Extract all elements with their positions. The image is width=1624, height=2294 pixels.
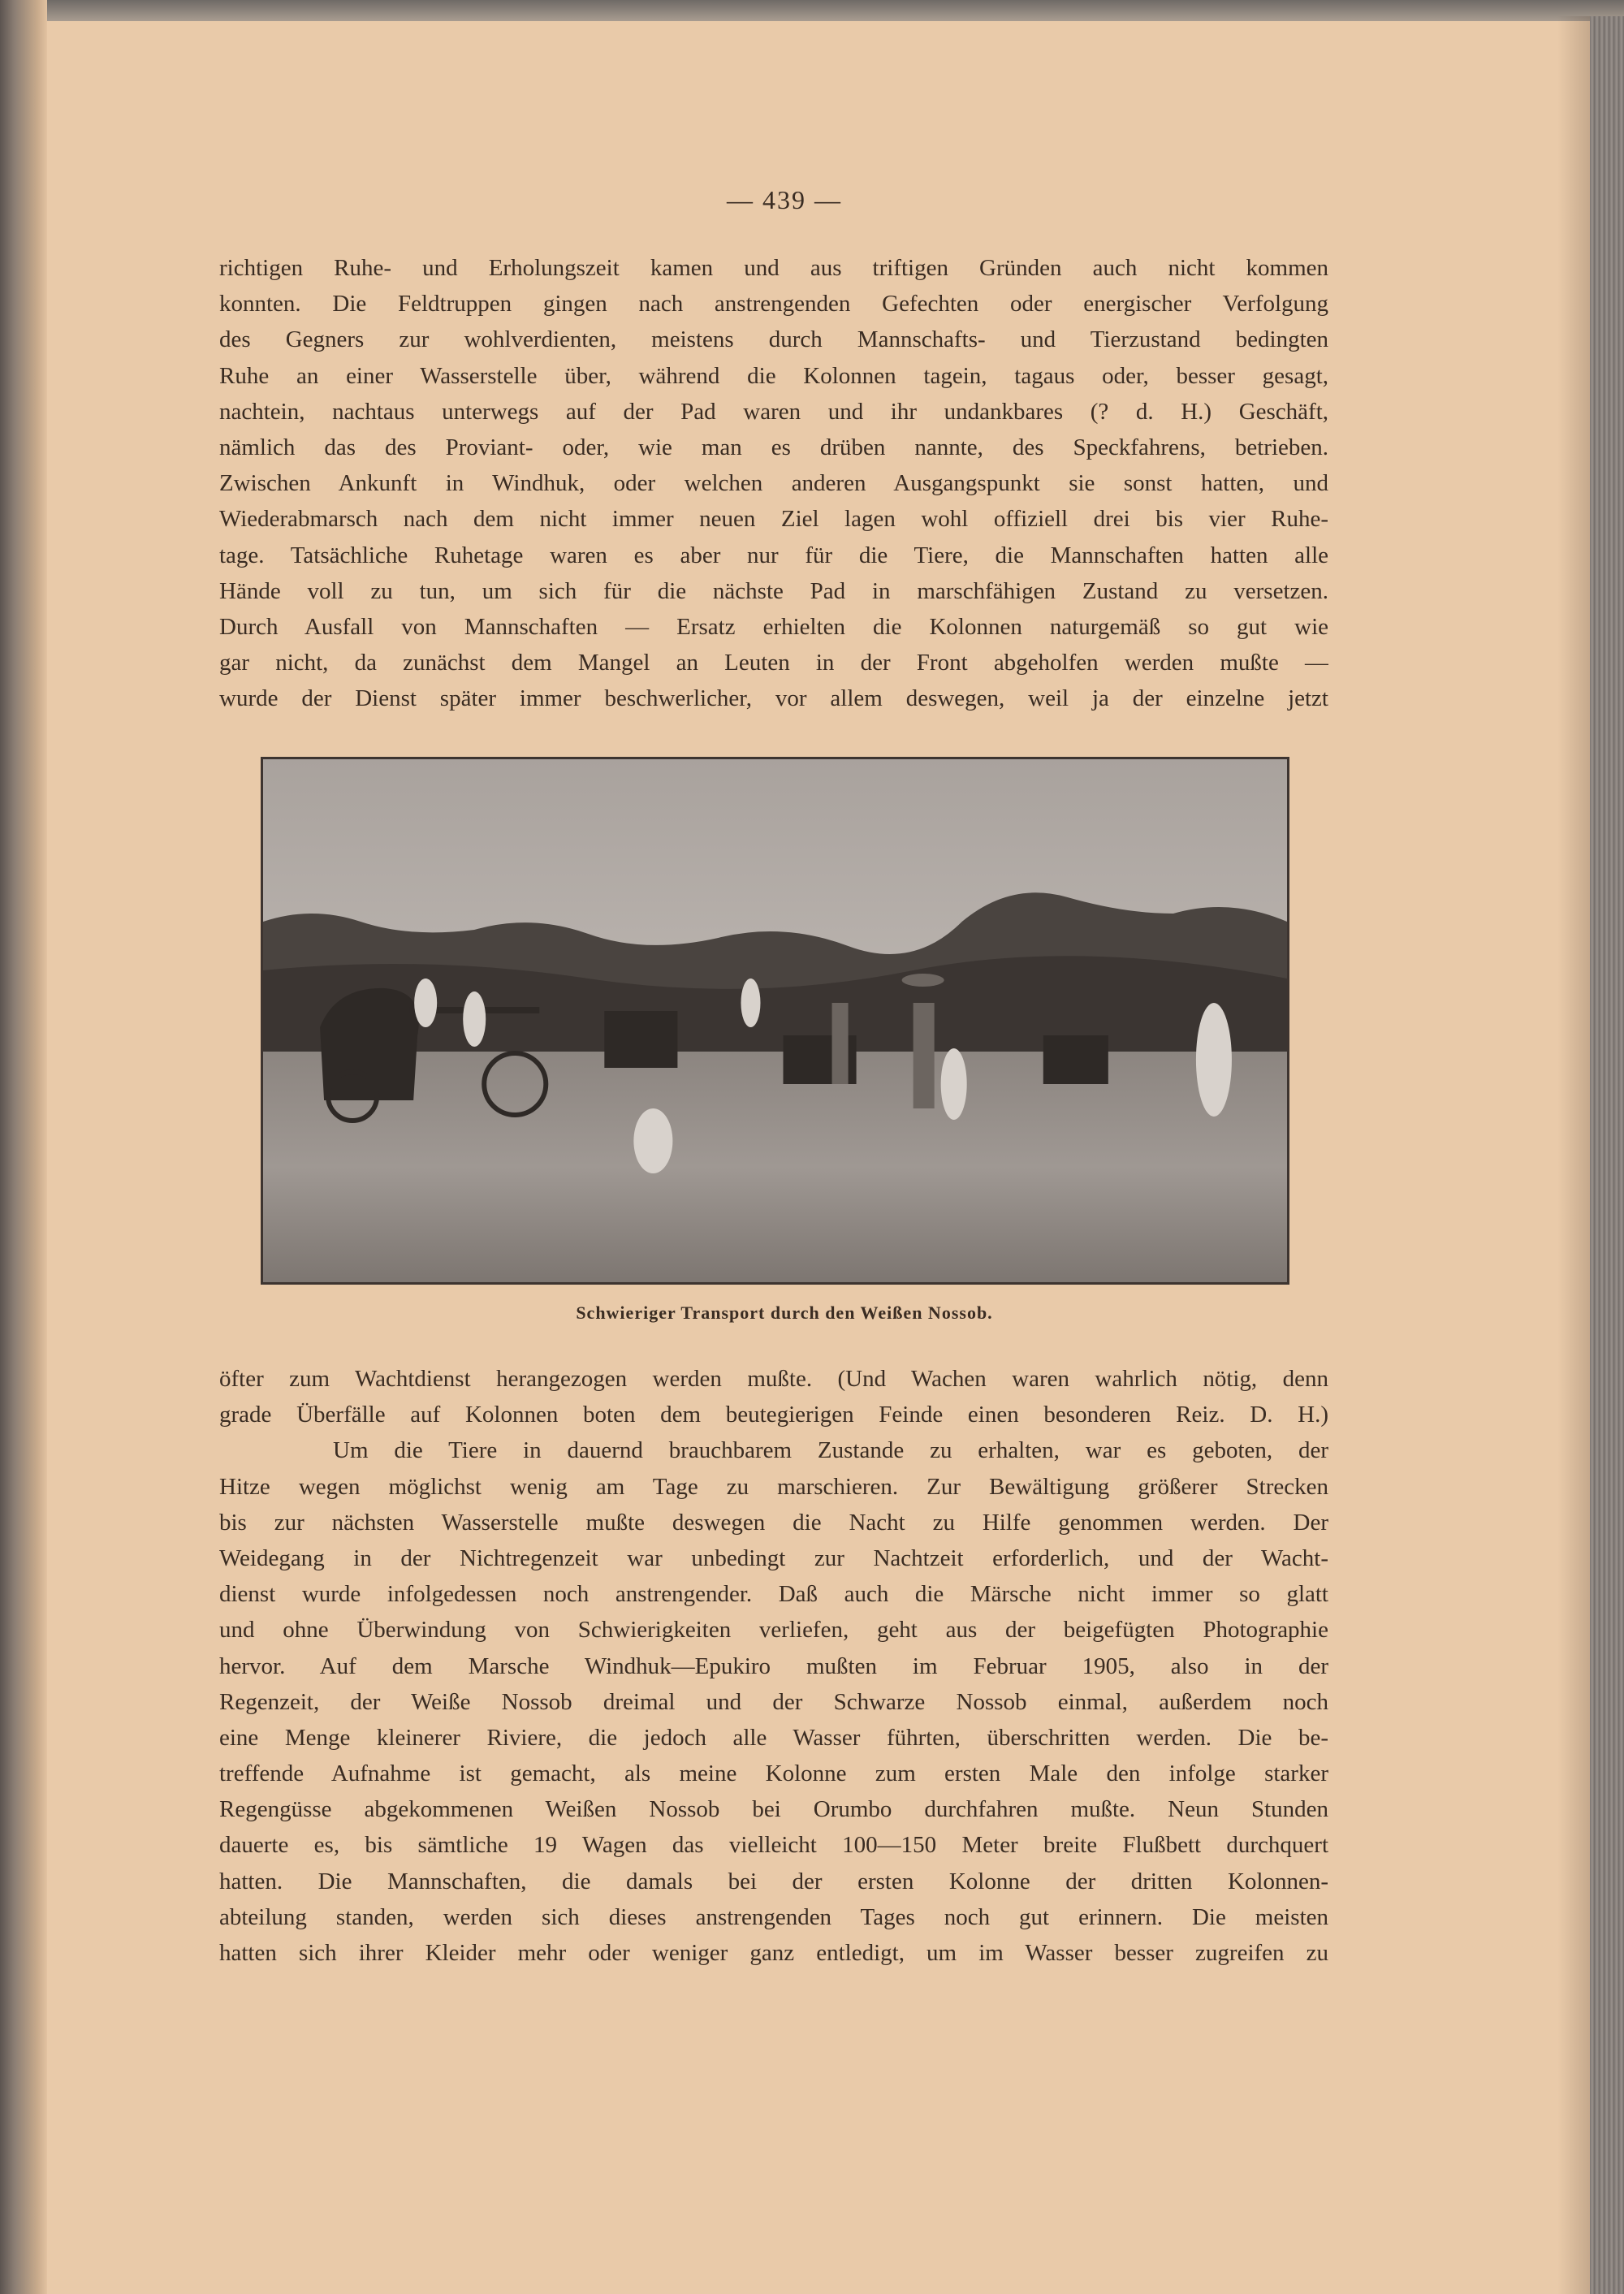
text-line: wurde der Dienst später immer beschwerlicher, vor allem deswegen, weil ja der einzelne jetzt (219, 685, 1328, 712)
text-line: öfter zum Wachtdienst herangezogen werden mußte. (Und Wachen waren wahrlich nötig, denn (219, 1366, 1328, 1392)
text-line: grade Überfälle auf Kolonnen boten dem beutegierigen Feinde einen besonderen Reiz. D. H.) (219, 1402, 1328, 1428)
book-block-edge (1590, 16, 1624, 2294)
paragraph-bottom (219, 1361, 1328, 1971)
scan-top-edge (0, 0, 1624, 21)
text-line: Ruhe an einer Wasserstelle über, während die Kolonnen tagein, tagaus oder, besser gesagt, (219, 362, 1328, 389)
text-line: nämlich das des Proviant- oder, wie man es drüben nannte, des Speckfahrens, betrieben. (219, 434, 1328, 460)
text-line: Durch Ausfall von Mannschaften — Ersatz erhielten die Kolonnen naturgemäß so gut wie (219, 613, 1328, 640)
text-line: hervor. Auf dem Marsche Windhuk—Epukiro mußten im Februar 1905, also in der (219, 1652, 1328, 1679)
text-line: Wiederabmarsch nach dem nicht immer neuen Ziel lagen wohl offiziell drei bis vier Ruhe- (219, 506, 1328, 533)
text-line: konnten. Die Feldtruppen gingen nach anstrengenden Gefechten oder energischer Verfolgung (219, 291, 1328, 318)
page-number: — 439 — (727, 185, 842, 214)
text-line: nachtein, nachtaus unterwegs auf der Pad waren und ihr undankbares (? d. H.) Geschäft, (219, 398, 1328, 425)
text-line: treffende Aufnahme ist gemacht, als meine Kolonne zum ersten Male den infolge starker (219, 1760, 1328, 1787)
text-line: dauerte es, bis sämtliche 19 Wagen das vielleicht 100—150 Meter breite Flußbett durchquert (219, 1832, 1328, 1859)
text-line: gar nicht, da zunächst dem Mangel an Leuten in der Front abgeholfen werden mußte — (219, 650, 1328, 676)
figure-caption: Schwieriger Transport durch den Weißen Nossob. (576, 1303, 993, 1323)
text-line: hatten sich ihrer Kleider mehr oder weniger ganz entledigt, um im Wasser besser zugreifen zu (219, 1940, 1328, 1966)
paragraph-top (219, 250, 1328, 716)
page-shadow (1557, 16, 1590, 2294)
text-line: abteilung standen, werden sich dieses anstrengenden Tages noch gut erinnern. Die meisten (219, 1903, 1328, 1930)
text-line: des Gegners zur wohlverdienten, meistens durch Mannschafts- und Tierzustand bedingten (219, 326, 1328, 353)
scan-binding-edge (0, 0, 47, 2294)
text-line: hatten. Die Mannschaften, die damals bei der ersten Kolonne der dritten Kolonnen- (219, 1868, 1328, 1894)
text-line: tage. Tatsächliche Ruhetage waren es aber nur für die Tiere, die Mannschaften hatten alle (219, 542, 1328, 568)
river-crossing-photograph (261, 757, 1289, 1285)
text-line: Hitze wegen möglichst wenig am Tage zu marschieren. Zur Bewältigung größerer Strecken (219, 1473, 1328, 1500)
text-line: und ohne Überwindung von Schwierigkeiten verliefen, geht aus der beigefügten Photographie (219, 1617, 1328, 1644)
text-line: richtigen Ruhe- und Erholungszeit kamen und aus triftigen Gründen auch nicht kommen (219, 255, 1328, 281)
text-line: Weidegang in der Nichtregenzeit war unbedingt zur Nachtzeit erforderlich, und der Wacht- (219, 1544, 1328, 1571)
text-line: bis zur nächsten Wasserstelle mußte deswegen die Nacht zu Hilfe genommen werden. Der (219, 1509, 1328, 1536)
text-line: Hände voll zu tun, um sich für die nächste Pad in marschfähigen Zustand zu versetzen. (219, 577, 1328, 604)
text-line: Zwischen Ankunft in Windhuk, oder welchen anderen Ausgangspunkt sie sonst hatten, und (219, 470, 1328, 497)
text-line: Regenzeit, der Weiße Nossob dreimal und der Schwarze Nossob einmal, außerdem noch (219, 1688, 1328, 1715)
text-line: Regengüsse abgekommenen Weißen Nossob bei Orumbo durchfahren mußte. Neun Stunden (219, 1796, 1328, 1823)
text-line: eine Menge kleinerer Riviere, die jedoch alle Wasser führten, überschritten werden. Die be- (219, 1724, 1328, 1751)
text-line: Um die Tiere in dauernd brauchbarem Zustande zu erhalten, war es geboten, der (333, 1437, 1328, 1464)
text-line: dienst wurde infolgedessen noch anstrengender. Daß auch die Märsche nicht immer so glatt (219, 1581, 1328, 1608)
